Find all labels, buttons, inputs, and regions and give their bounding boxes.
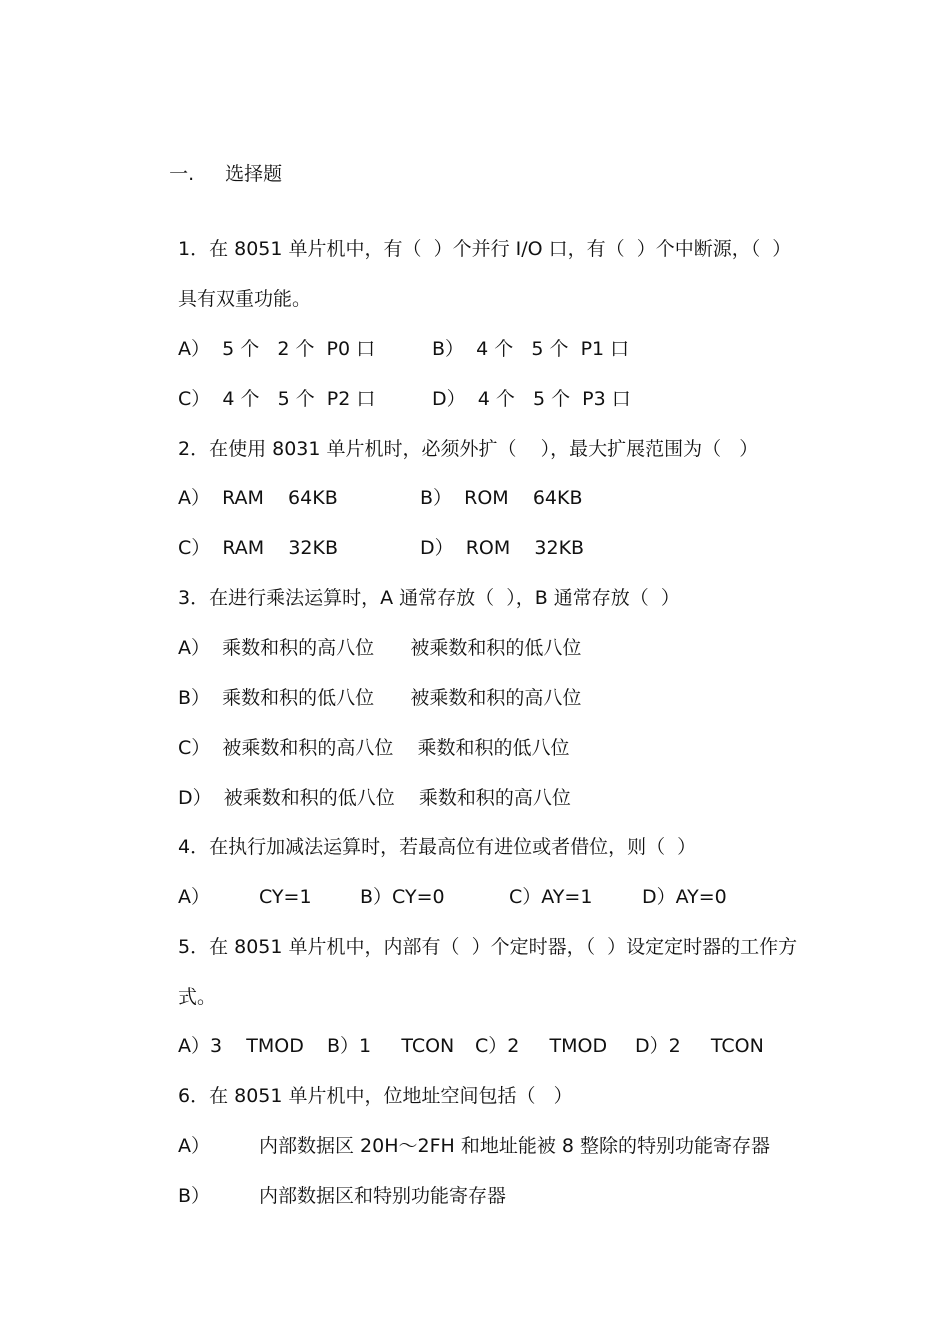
q4-option-c: C）AY=1 bbox=[509, 886, 593, 908]
q1-option-b: B） 4 个 5 个 P1 口 bbox=[432, 338, 630, 360]
q6-option-a-text: 内部数据区 20H～2FH 和地址能被 8 整除的特别功能寄存器 bbox=[259, 1135, 771, 1157]
q2-option-a: A） RAM 64KB bbox=[178, 487, 338, 509]
question-4-line-1: 4．在执行加减法运算时，若最高位有进位或者借位，则（ ） bbox=[178, 836, 697, 858]
q6-option-b-text: 内部数据区和特别功能寄存器 bbox=[259, 1185, 507, 1207]
q1-option-d: D） 4 个 5 个 P3 口 bbox=[432, 388, 631, 410]
question-3-line-1: 3．在进行乘法运算时，A 通常存放（ ），B 通常存放（ ） bbox=[178, 587, 680, 609]
question-1-line-2: 具有双重功能。 bbox=[178, 288, 312, 310]
q4-option-b: B）CY=0 bbox=[360, 886, 445, 908]
q4-option-a-value: CY=1 bbox=[259, 886, 312, 908]
section-number: 一. bbox=[169, 163, 195, 185]
q5-option-b: B）1 TCON bbox=[327, 1035, 455, 1057]
q3-option-c: C） 被乘数和积的高八位 乘数和积的低八位 bbox=[178, 737, 570, 759]
q6-option-a-label: A） bbox=[178, 1135, 210, 1157]
q4-option-a-label: A） bbox=[178, 886, 210, 908]
section-title: 选择题 bbox=[225, 163, 283, 185]
question-5-line-1: 5．在 8051 单片机中，内部有（ ）个定时器，（ ）设定定时器的工作方 bbox=[178, 936, 798, 958]
q5-option-d: D）2 TCON bbox=[635, 1035, 764, 1057]
q2-option-b: B） ROM 64KB bbox=[420, 487, 583, 509]
q3-option-d: D） 被乘数和积的低八位 乘数和积的高八位 bbox=[178, 787, 571, 809]
q5-option-c: C）2 TMOD bbox=[475, 1035, 608, 1057]
q2-option-c: C） RAM 32KB bbox=[178, 537, 338, 559]
question-1-line-1: 1．在 8051 单片机中，有（ ）个并行 I/O 口，有（ ）个中断源，（ ） bbox=[178, 238, 792, 260]
question-2-line-1: 2．在使用 8031 单片机时，必须外扩（ ），最大扩展范围为（ ） bbox=[178, 438, 759, 460]
q4-option-d: D）AY=0 bbox=[642, 886, 727, 908]
question-6-line-1: 6．在 8051 单片机中，位地址空间包括（ ） bbox=[178, 1085, 573, 1107]
section-heading bbox=[145, 138, 282, 210]
question-5-line-2: 式。 bbox=[178, 986, 217, 1008]
q6-option-b-label: B） bbox=[178, 1185, 211, 1207]
q1-option-a: A） 5 个 2 个 P0 口 bbox=[178, 338, 376, 360]
q5-option-a: A）3 TMOD bbox=[178, 1035, 304, 1057]
q3-option-a: A） 乘数和积的高八位 被乘数和积的低八位 bbox=[178, 637, 582, 659]
q3-option-b: B） 乘数和积的低八位 被乘数和积的高八位 bbox=[178, 687, 582, 709]
q2-option-d: D） ROM 32KB bbox=[420, 537, 585, 559]
q1-option-c: C） 4 个 5 个 P2 口 bbox=[178, 388, 376, 410]
